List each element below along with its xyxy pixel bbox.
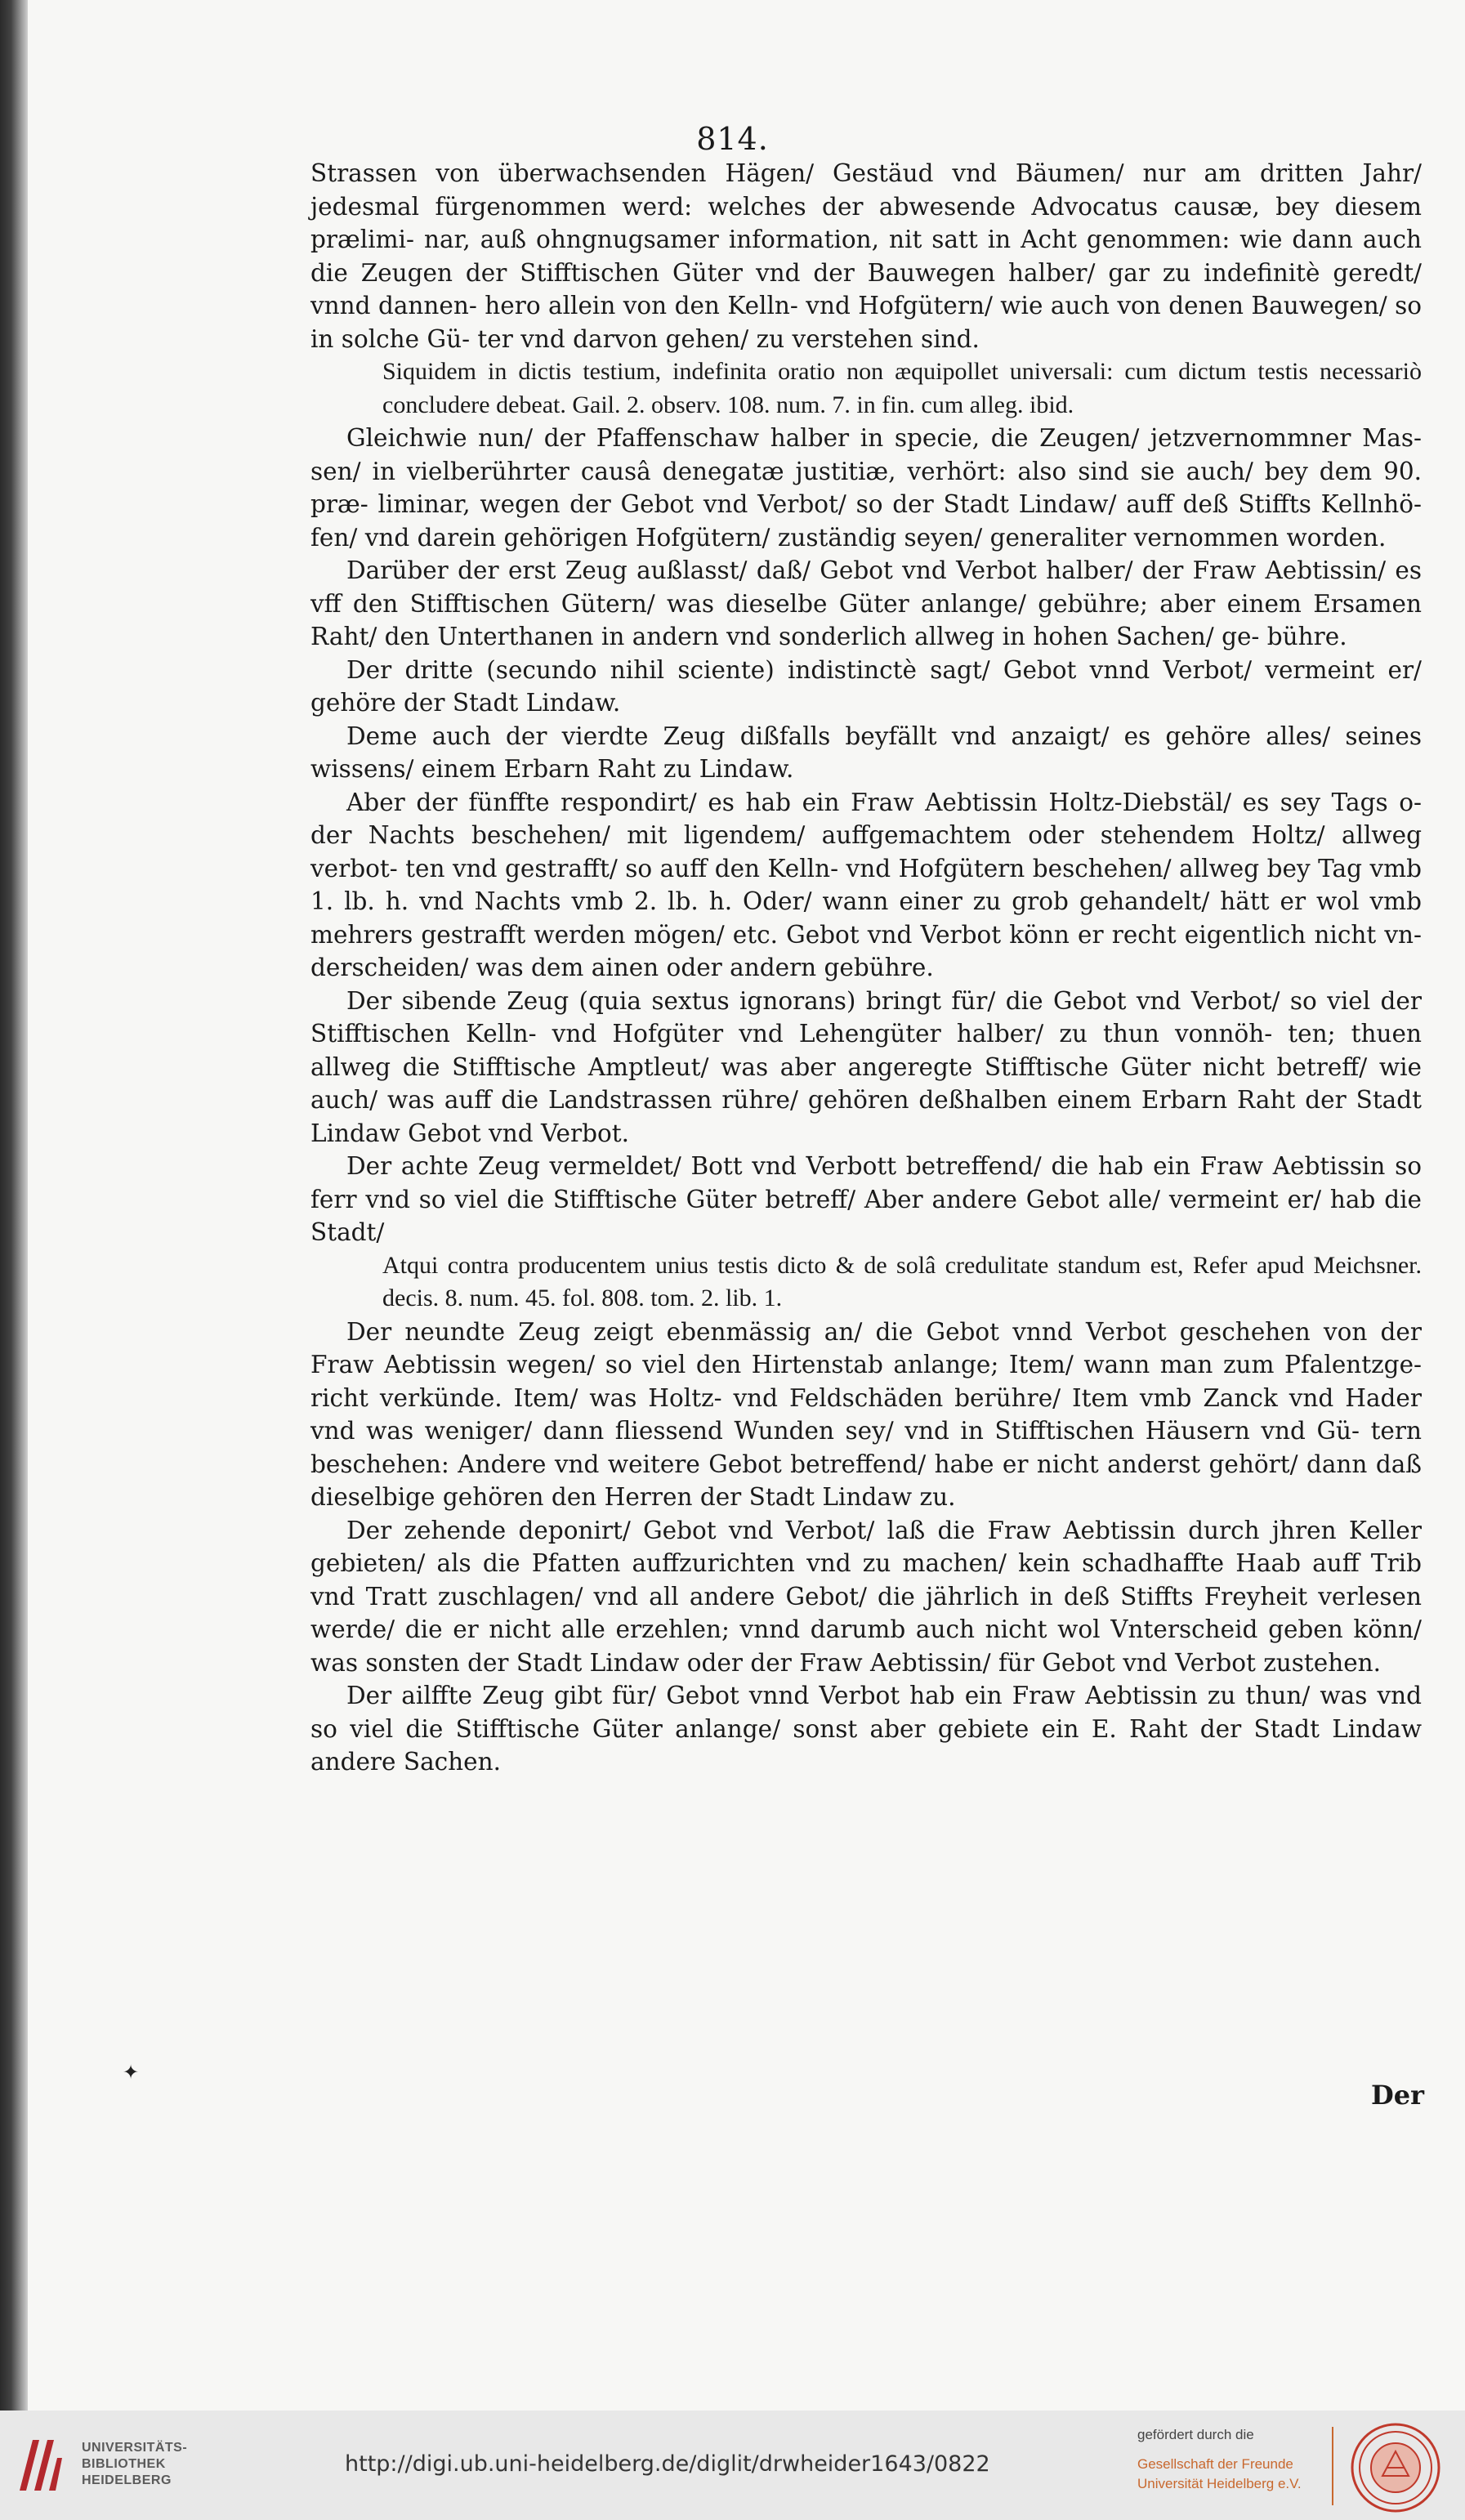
university-seal-icon [1350, 2422, 1441, 2513]
latin-citation: Atqui contra producentem unius testis dicto & de solâ credulitate standum est, Refer apud Meichsner. decis. 8. num. 45. fol. 808. tom. 2. lib. 1. [382, 1251, 1422, 1311]
university-library-logo-icon [15, 2433, 65, 2497]
paragraph: Aber der fünffte respondirt/ es hab ein Fraw Aebtissin Holtz-Diebstäl/ es sey Tags o- der Nachts beschehen/ mit ligendem/ auffgemachtem oder stehendem Holtz/ allweg verbot- ten vnd gestrafft/ so auff den Kelln- vnd Hofgütern beschehen/ allweg bey Tag vmb 1. lb. h. vnd Nachts vmb 2. lb. h. Oder/ wann einer zu grob gehandelt/ hätt er wol vmb mehrers gestrafft werden mögen/ etc. Gebot vnd Verbot könn er recht eigentlich nicht vn- derscheiden/ was dem ainen oder andern gebühre. [310, 788, 1422, 981]
paragraph: Der achte Zeug vermeldet/ Bott vnd Verbott betreffend/ die hab ein Fraw Aebtissin so ferr vnd so viel die Stifftische Güter betreff/ Aber andere Gebot alle/ vermeint er/ hab die Stadt/ [310, 1152, 1422, 1246]
sponsor-label: gefördert durch die [1137, 2427, 1254, 2442]
paragraph: Strassen von überwachsenden Hägen/ Gestäud vnd Bäumen/ nur am dritten Jahr/ jedesmal fürgenommen werd: welches der abwesende Advocatus causæ, bey diesem prælimi- nar, auß ohngnugsamer information, nit satt in Acht genommen: wie dann auch die Zeugen der Stifftischen Güter vnd der Bauwegen halber/ gar zu indefinitè geredt/ vnnd dannen- hero allein von den Kelln- vnd Hofgütern/ wie auch von denen Bauwegen/ so in solche Gü- ter vnd darvon gehen/ zu verstehen sind. [310, 159, 1422, 353]
sponsor-divider [1332, 2427, 1333, 2505]
paragraph: Der dritte (secundo nihil sciente) indistinctè sagt/ Gebot vnnd Verbot/ vermeint er/ gehöre der Stadt Lindaw. [310, 655, 1422, 717]
paragraph: Der zehende deponirt/ Gebot vnd Verbot/ laß die Fraw Aebtissin durch jhren Keller gebieten/ als die Pfatten auffzurichten vnd zu machen/ kein schadhaffte Haab auff Trib vnd Tratt zuschlagen/ vnd all andere Gebot/ die jährlich in deß Stiffts Freyheit verlesen werde/ die er nicht alle erzehlen; vnnd darumb auch nicht wol Vnterscheid geben könn/ was sonsten der Stadt Lindaw oder der Fraw Aebtissin/ für Gebot vnd Verbot zustehen. [310, 1516, 1422, 1677]
catchword: Der [1371, 2080, 1424, 2111]
sponsor-name-line: Gesellschaft der Freunde [1137, 2456, 1293, 2472]
library-name-line: BIBLIOTHEK [82, 2457, 166, 2471]
paragraph: Der sibende Zeug (quia sextus ignorans) bringt für/ die Gebot vnd Verbot/ so viel der Stifftischen Kelln- vnd Hofgüter vnd Lehengüter halber/ zu thun vonnöh- ten; thuen allweg die Stifftische Amptleut/ was aber angeregte Stifftische Güter nicht betreff/ wie auch/ was auff die Landstrassen rühre/ gehören deßhalben einem Erbarn Raht der Stadt Lindaw Gebot vnd Verbot. [310, 986, 1422, 1147]
sponsor-name-line: Universität Heidelberg e.V. [1137, 2476, 1302, 2491]
permalink-url[interactable]: http://digi.ub.uni-heidelberg.de/diglit/drwheider1643/0822 [345, 2451, 990, 2477]
page-binding-edge [0, 0, 28, 2411]
latin-citation: Siquidem in dictis testium, indefinita oratio non æquipollet universali: cum dictum testis necessariò concludere debeat. Gail. 2. observ. 108. num. 7. in fin. cum alleg. ibid. [382, 358, 1422, 418]
page-number: 814. [696, 121, 769, 157]
body-text [310, 157, 1422, 1779]
library-name [82, 2440, 187, 2489]
paragraph: Der neundte Zeug zeigt ebenmässig an/ die Gebot vnnd Verbot geschehen von der Fraw Aebtissin wegen/ so viel den Hirtenstab anlange; Item/ wann man zum Pfalentzge- richt verkünde. Item/ was Holtz- vnd Feldschäden berühre/ Item vmb Zanck vnd Hader vnd was weniger/ dann fliessend Wunden sey/ vnd in Stifftischen Häusern vnd Gü- tern beschehen: Andere vnd weitere Gebot betreffend/ habe er nicht anderst gehört/ dann daß dieselbige gehören den Herren der Stadt Lindaw zu. [310, 1317, 1422, 1511]
paragraph: Gleichwie nun/ der Pfaffenschaw halber in specie, die Zeugen/ jetzvernommner Mas- sen/ in vielberührter causâ denegatæ justitiæ, verhört: also sind sie auch/ bey dem 90. præ- liminar, wegen der Gebot vnd Verbot/ so der Stadt Lindaw/ auff deß Stiffts Kellnhö- fen/ vnd darein gehörigen Hofgütern/ zuständig seyen/ generaliter vernommen worden. [310, 424, 1422, 552]
library-name-line: UNIVERSITÄTS- [82, 2441, 188, 2455]
paragraph: Darüber der erst Zeug außlasst/ daß/ Gebot vnd Verbot halber/ der Fraw Aebtissin/ es vff den Stifftischen Gütern/ was dieselbe Güter anlange/ gebühre; aber einem Ersamen Raht/ den Unterthanen in andern vnd sonderlich allweg in hohen Sachen/ ge- bühre. [310, 556, 1422, 650]
viewer-footer [0, 2411, 1465, 2520]
margin-ink-mark: ✦ [123, 2061, 140, 2084]
library-name-line: HEIDELBERG [82, 2473, 172, 2487]
paragraph: Deme auch der vierdte Zeug dißfalls beyfällt vnd anzaigt/ es gehöre alles/ seines wissens/ einem Erbarn Raht zu Lindaw. [310, 722, 1422, 783]
paragraph: Der ailffte Zeug gibt für/ Gebot vnnd Verbot hab ein Fraw Aebtissin zu thun/ was vnd so viel die Stifftische Güter anlange/ sonst aber gebiete ein E. Raht der Stadt Lindaw andere Sachen. [310, 1682, 1422, 1776]
sponsor-name [1137, 2455, 1302, 2494]
